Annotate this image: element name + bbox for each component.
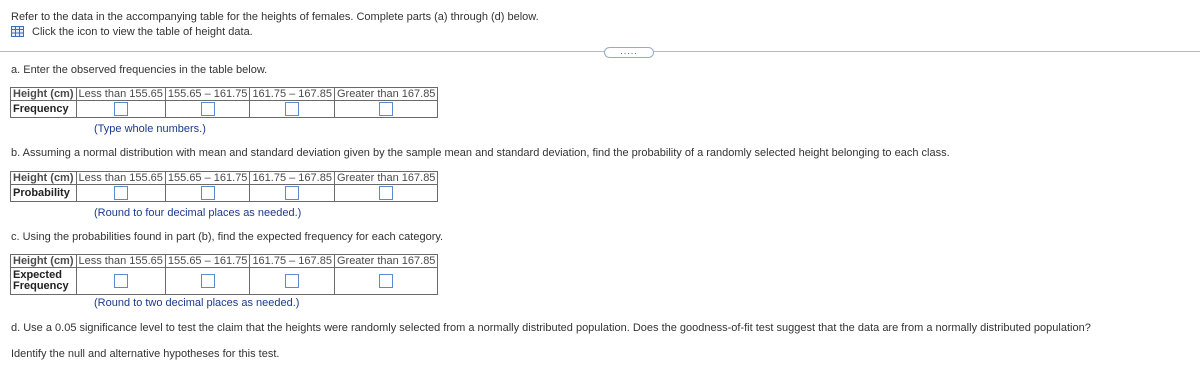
class-header: 161.75 – 167.85 [250, 172, 335, 185]
part-d-subquestion: Identify the null and alternative hypotheses for this test. [11, 348, 280, 360]
class-header: 155.65 – 161.75 [165, 172, 250, 185]
section-divider [0, 51, 1200, 52]
expected-frequency-input[interactable] [114, 274, 128, 288]
row-header-height: Height (cm) [11, 88, 77, 101]
class-header: Less than 155.65 [76, 172, 165, 185]
part-c-table [10, 254, 438, 295]
row-header-probability: Probability [11, 185, 77, 202]
row-header-height: Height (cm) [11, 172, 77, 185]
row-header-expected-frequency [11, 268, 77, 295]
problem-intro: Refer to the data in the accompanying table for the heights of females. Complete parts (a) through (d) below. [11, 11, 539, 23]
part-a-hint: (Type whole numbers.) [94, 123, 206, 135]
class-header: 161.75 – 167.85 [250, 255, 335, 268]
data-table-link-text: Click the icon to view the table of height data. [32, 26, 253, 38]
part-d-question: d. Use a 0.05 significance level to test the claim that the heights were randomly selected from a normally distributed population. Does the goodness-of-fit test suggest that the data are from a normally distributed population? [11, 322, 1091, 334]
class-header: 161.75 – 167.85 [250, 88, 335, 101]
probability-input[interactable] [201, 186, 215, 200]
class-header: Less than 155.65 [76, 255, 165, 268]
class-header: Less than 155.65 [76, 88, 165, 101]
expected-frequency-input[interactable] [285, 274, 299, 288]
data-table-link-row[interactable] [11, 26, 253, 38]
table-icon[interactable] [11, 26, 24, 37]
class-header: 155.65 – 161.75 [165, 88, 250, 101]
probability-input[interactable] [285, 186, 299, 200]
frequency-input[interactable] [114, 102, 128, 116]
expected-frequency-input[interactable] [201, 274, 215, 288]
class-header: Greater than 167.85 [334, 255, 437, 268]
row-header-height: Height (cm) [11, 255, 77, 268]
part-a-question: a. Enter the observed frequencies in the table below. [11, 64, 268, 76]
expand-toggle-button[interactable]: ..... [604, 47, 654, 58]
part-b-hint: (Round to four decimal places as needed.) [94, 207, 302, 219]
row-header-frequency: Frequency [11, 101, 77, 118]
frequency-input[interactable] [379, 102, 393, 116]
part-b-table [10, 171, 438, 202]
row-header-frequency: Frequency [13, 280, 69, 292]
class-header: Greater than 167.85 [334, 88, 437, 101]
frequency-input[interactable] [201, 102, 215, 116]
class-header: Greater than 167.85 [334, 172, 437, 185]
row-header-expected: Expected [13, 269, 62, 281]
probability-input[interactable] [114, 186, 128, 200]
part-c-question: c. Using the probabilities found in part (b), find the expected frequency for each category. [11, 231, 444, 243]
part-b-question: b. Assuming a normal distribution with mean and standard deviation given by the sample mean and standard deviation, find the probability of a randomly selected height belonging to each class. [11, 147, 950, 159]
frequency-input[interactable] [285, 102, 299, 116]
probability-input[interactable] [379, 186, 393, 200]
class-header: 155.65 – 161.75 [165, 255, 250, 268]
part-a-table [10, 87, 438, 118]
expected-frequency-input[interactable] [379, 274, 393, 288]
part-c-hint: (Round to two decimal places as needed.) [94, 297, 300, 309]
